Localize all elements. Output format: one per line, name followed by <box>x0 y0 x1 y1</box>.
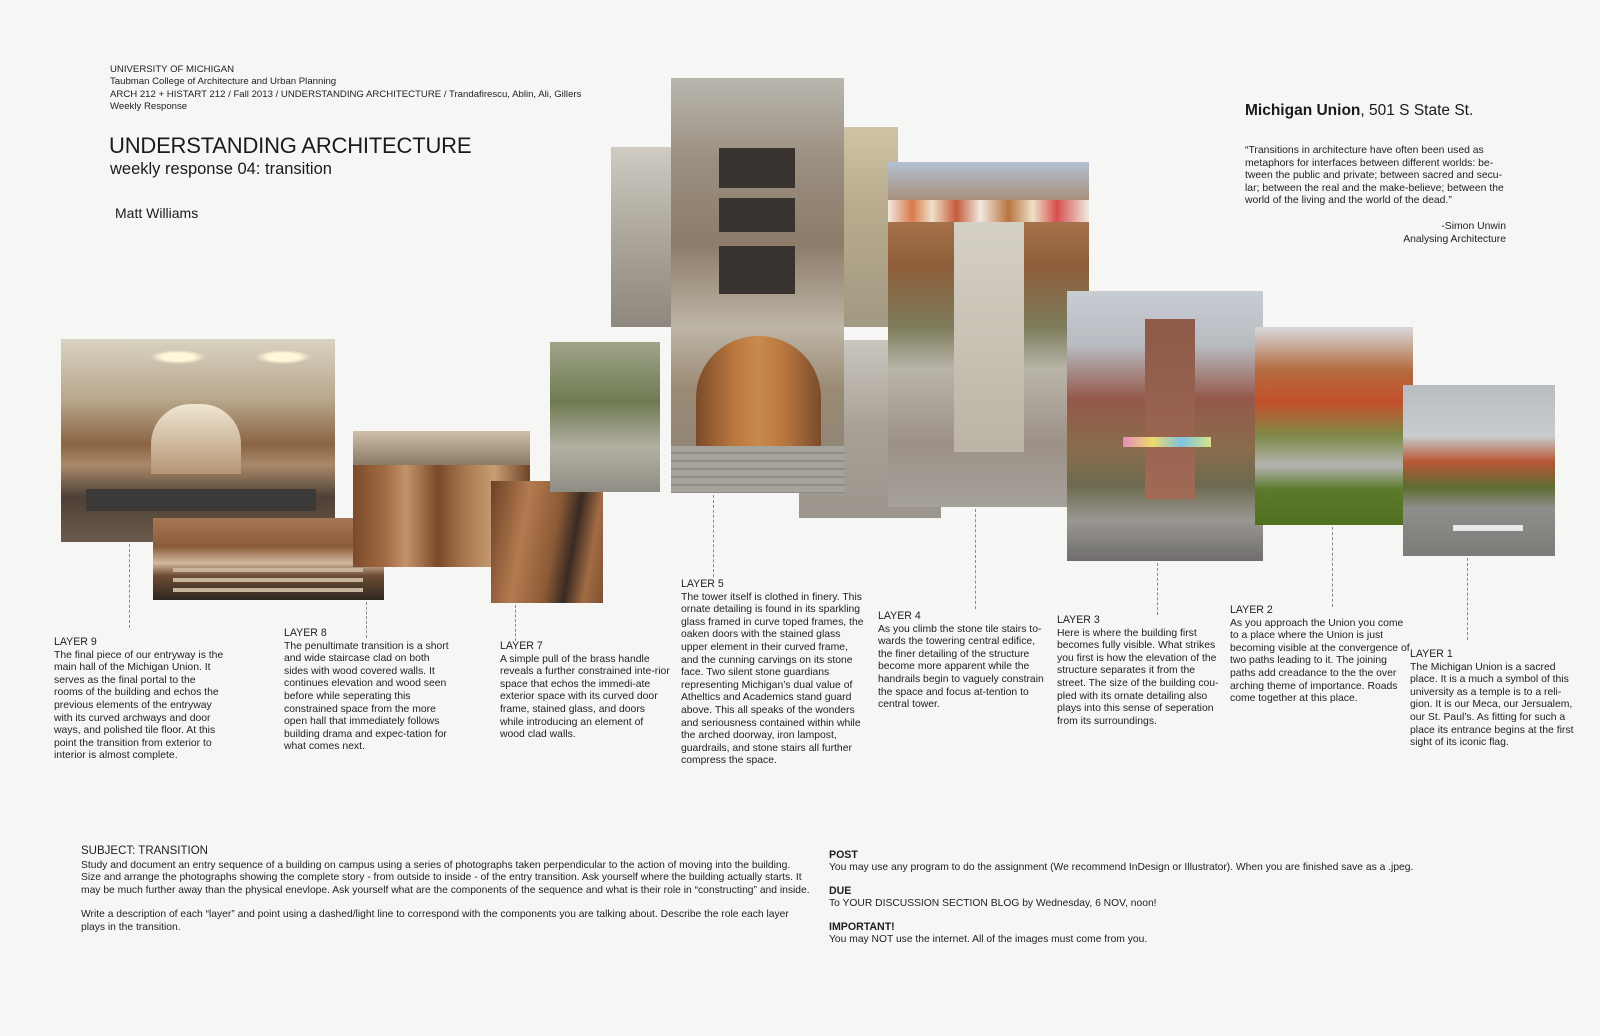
layer-title: LAYER 7 <box>500 640 543 652</box>
leader-line-layer-1 <box>1467 558 1468 640</box>
stair-step <box>173 568 363 572</box>
stone-stairs <box>671 446 844 493</box>
photo-layer-8-staircase <box>153 518 384 600</box>
stair-step <box>173 578 363 582</box>
photo-lamppost <box>550 342 660 492</box>
layer-4-caption <box>878 610 1046 712</box>
leader-line-layer-9 <box>129 544 130 628</box>
due-block <box>829 885 1549 910</box>
layer-title: LAYER 4 <box>878 610 921 622</box>
photo-layer-9-main-hall <box>61 339 335 542</box>
quote-attribution <box>1300 221 1506 246</box>
post-heading: POST <box>829 849 858 861</box>
layer-description: As you climb the stone tile stairs to-wards the towering central edifice, the finer detailing of the structure become more apparent while the handrails begin to vaguely constrain the space and focus at-tention to central tower. <box>878 623 1044 711</box>
due-heading: DUE <box>829 885 852 897</box>
layer-title: LAYER 8 <box>284 627 327 639</box>
leader-line-layer-3 <box>1157 563 1158 615</box>
photo-layer-7-door-handle <box>491 481 603 603</box>
layer-2-caption <box>1230 604 1410 706</box>
tower-window <box>719 148 795 188</box>
layer-8-caption <box>284 627 452 754</box>
location-address: , 501 S State St. <box>1360 102 1474 119</box>
photo-stone-guardian-left <box>611 147 673 327</box>
layer-5-caption <box>681 578 866 768</box>
tower-window <box>719 198 795 232</box>
leader-line-layer-4 <box>975 509 976 609</box>
quote-text: “Transitions in architecture have often been used as metaphors for interfaces between different worlds: be-tween the public and private; between sacred and secu-lar; between the real and the make-believe; between the world of the living and the world of the dead.” <box>1245 145 1504 207</box>
layer-3-caption <box>1057 614 1225 728</box>
central-tower <box>954 222 1024 452</box>
photo-layer-1-street-corner <box>1403 385 1555 556</box>
photo-layer-4-climbing-stairs <box>888 162 1089 507</box>
location-heading <box>1245 102 1473 120</box>
layer-description: A simple pull of the brass handle reveals a further constrained inte-rior space that echos the immedi-ate exterior space with its curved door frame, stained glass, and doors while introducing an element of wood clad walls. <box>500 653 670 741</box>
hall-archway <box>151 404 241 474</box>
page-subtitle: weekly response 04: transition <box>110 160 332 178</box>
layer-title: LAYER 5 <box>681 578 724 590</box>
photo-layer-2-converging-paths <box>1255 327 1413 525</box>
layer-7-caption <box>500 640 670 742</box>
location-name: Michigan Union <box>1245 102 1361 119</box>
subject-paragraph: Study and document an entry sequence of a building on campus using a series of photographs taken perpendicular to the action of moving into the building. Size and arrange the photographs showing the complete story - from outside to inside - of the entry transition. Ask yourself where the building actually starts. It may be much further away than the physical enevlope. Ask yourself what are the components of the sequence and what is their role in “constructing” and inside. <box>81 859 810 896</box>
university-name: UNIVERSITY OF MICHIGAN <box>110 64 235 75</box>
stair-step <box>173 588 363 592</box>
layer-description: The penultimate transition is a short and wide staircase clad on both sides with wood covered walls. It continues elevation and wood seen before while seperating this constrained space from the more open hall that immediately follows building drama and expec-tation for what comes next. <box>284 640 449 753</box>
assignment-subject <box>81 845 811 934</box>
layer-title: LAYER 1 <box>1410 648 1453 660</box>
post-block <box>829 849 1549 874</box>
stained-glass-arch <box>353 431 530 465</box>
layer-title: LAYER 2 <box>1230 604 1273 616</box>
important-text: You may NOT use the internet. All of the images must come from you. <box>829 933 1148 945</box>
college-name: Taubman College of Architecture and Urban Planning <box>110 76 337 88</box>
quote-source: Analysing Architecture <box>1403 233 1506 245</box>
layer-1-caption <box>1410 648 1582 750</box>
union-banner <box>888 200 1089 222</box>
due-text: To YOUR DISCUSSION SECTION BLOG by Wednesday, 6 NOV, noon! <box>829 897 1157 909</box>
page-title: UNDERSTANDING ARCHITECTURE <box>109 133 472 158</box>
assignment-type: Weekly Response <box>110 101 188 113</box>
layer-title: LAYER 3 <box>1057 614 1100 626</box>
quote-author: -Simon Unwin <box>1441 221 1506 232</box>
layer-description: The tower itself is clothed in finery. This ornate detailing is found in its sparkling glass framed in curve toped frames, the oaken doors with the stained glass upper element in their curved frame, and the cunning carvings on its stone face. Two silent stone guardians representing Michigan’s dual value of Atheltics and Academics stand guard above. This all speaks of the wonders and seriousness contained within while the arched doorway, iron lampost, guardrails, and stone stairs all further compress the space. <box>681 591 864 767</box>
layer-9-caption <box>54 636 226 763</box>
author-name: Matt Williams <box>115 205 199 221</box>
tower-window <box>719 246 795 294</box>
post-text: You may use any program to do the assignment (We recommend InDesign or Illustrator). When you are finished save as a .jpeg. <box>829 861 1414 873</box>
crosswalk <box>1453 525 1523 531</box>
photo-layer-3-building-view <box>1067 291 1263 561</box>
layer-description: The final piece of our entryway is the main hall of the Michigan Union. It serves as the final portal to the rooms of the building and echos the previous elements of the entryway with its curved archways and door ways, and polished tile floor. At this point the transition from exterior to interior is almost complete. <box>54 649 224 762</box>
colorful-banner <box>1123 437 1211 447</box>
layer-title: LAYER 9 <box>54 636 97 648</box>
floor-mat <box>86 489 316 511</box>
layer-description: Here is where the building first becomes fully visible. What strikes you first is how the elevation of the structure separates it from the street. The size of the building cou-pled with its ornate detailing also plays into this sense of seperation from its surroundings. <box>1057 627 1219 727</box>
leader-line-layer-2 <box>1332 527 1333 607</box>
important-block <box>829 921 1549 946</box>
photo-layer-5-tower-entrance <box>671 78 844 493</box>
course-info <box>110 64 581 114</box>
subject-paragraph: Write a description of each “layer” and point using a dashed/light line to correspond with the components you are talking about. Describe the role each layer plays in the transition. <box>81 909 789 933</box>
course-line: ARCH 212 + HISTART 212 / Fall 2013 / UNDERSTANDING ARCHITECTURE / Trandafirescu, Ablin, Ali, Gillers <box>110 88 582 100</box>
oak-doors <box>696 336 821 446</box>
leader-line-layer-7 <box>515 605 516 641</box>
leader-line-layer-5 <box>713 495 714 577</box>
layer-description: The Michigan Union is a sacred place. It is a much a symbol of this university as a temple is to a reli-gion. It is our Meca, our Jersualem, our St. Paul’s. As fitting for such a place its entrance begins at the first sight of its iconic flag. <box>1410 661 1574 749</box>
assignment-requirements <box>829 849 1549 946</box>
important-heading: IMPORTANT! <box>829 921 895 933</box>
subject-heading: SUBJECT: TRANSITION <box>81 845 208 857</box>
layer-description: As you approach the Union you come to a place where the Union is just becoming visible at the convergence of two paths leading to it. The joining paths add creadance to the the over arching theme of importance. Roads come together at this place. <box>1230 617 1410 705</box>
union-tower <box>1145 319 1195 499</box>
